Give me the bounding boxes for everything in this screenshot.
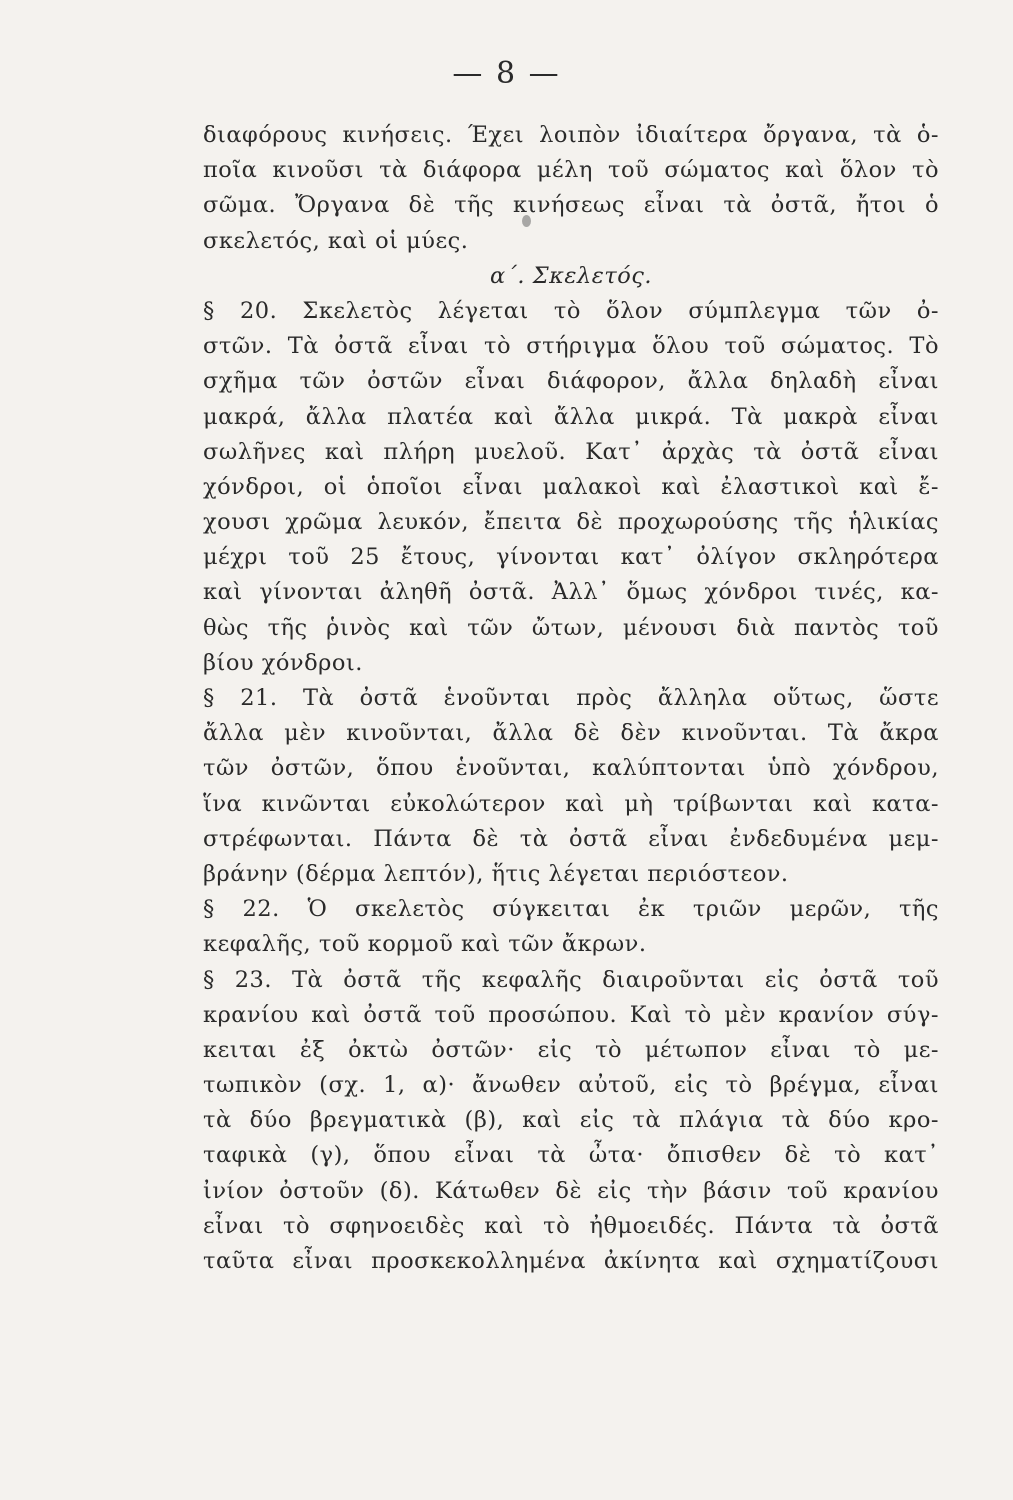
text-line: σχῆμα τῶν ὀστῶν εἶναι διάφορον, ἄλλα δηλαδὴ εἶναι <box>203 368 939 395</box>
text-line: ταφικὰ (γ), ὅπου εἶναι τὰ ὦτα· ὄπισθεν δὲ τὸ κατ᾽ <box>203 1142 939 1169</box>
text-line: § 23. Τὰ ὀστᾶ τῆς κεφαλῆς διαιροῦνται εἰς ὀστᾶ τοῦ <box>203 966 939 993</box>
body-text <box>203 118 939 1279</box>
page-number: — 8 — <box>452 56 561 91</box>
text-line: τωπικὸν (σχ. 1, α)· ἄνωθεν αὐτοῦ, εἰς τὸ βρέγμα, εἶναι <box>203 1072 939 1099</box>
text-line: ποῖα κινοῦσι τὰ διάφορα μέλη τοῦ σώματος καὶ ὅλον τὸ <box>203 157 939 184</box>
text-line: κεφαλῆς, τοῦ κορμοῦ καὶ τῶν ἄκρων. <box>203 931 647 958</box>
text-line: βράνην (δέρμα λεπτόν), ἥτις λέγεται περιόστεον. <box>203 860 789 887</box>
text-line: ἰνίον ὀστοῦν (δ). Κάτωθεν δὲ εἰς τὴν βάσιν τοῦ κρανίου <box>203 1177 939 1204</box>
text-line: βίου χόνδροι. <box>203 649 363 676</box>
text-line: καὶ γίνονται ἀληθῆ ὀστᾶ. Ἀλλ᾽ ὅμως χόνδροι τινές, κα- <box>203 579 939 606</box>
text-line: § 22. Ὁ σκελετὸς σύγκειται ἐκ τριῶν μερῶν, τῆς <box>203 896 939 923</box>
section-heading: α΄. Σκελετός. <box>489 262 653 289</box>
text-line: κρανίου καὶ ὀστᾶ τοῦ προσώπου. Καὶ τὸ μὲν κρανίον σύγ- <box>203 1001 939 1028</box>
text-line: § 20. Σκελετὸς λέγεται τὸ ὅλον σύμπλεγμα τῶν ὀ- <box>203 297 939 324</box>
text-line: χόνδροι, οἱ ὁποῖοι εἶναι μαλακοὶ καὶ ἐλαστικοὶ καὶ ἔ- <box>203 473 939 500</box>
text-line: σκελετός, καὶ οἱ μύες. <box>203 227 469 254</box>
text-line: στρέφωνται. Πάντα δὲ τὰ ὀστᾶ εἶναι ἐνδεδυμένα μεμ- <box>203 825 939 852</box>
text-line: μέχρι τοῦ 25 ἔτους, γίνονται κατ᾽ ὀλίγον σκληρότερα <box>203 544 939 571</box>
text-line: θὼς τῆς ῥινὸς καὶ τῶν ὤτων, μένουσι διὰ παντὸς τοῦ <box>203 614 939 641</box>
text-line: στῶν. Τὰ ὀστᾶ εἶναι τὸ στήριγμα ὅλου τοῦ σώματος. Τὸ <box>203 333 939 360</box>
text-line: εἶναι τὸ σφηνοειδὲς καὶ τὸ ἠθμοειδές. Πάντα τὰ ὀστᾶ <box>203 1212 939 1239</box>
text-line: ἵνα κινῶνται εὐκολώτερον καὶ μὴ τρίβωνται καὶ κατα- <box>203 790 939 817</box>
text-line: χουσι χρῶμα λευκόν, ἔπειτα δὲ προχωρούσης τῆς ἡλικίας <box>203 509 939 536</box>
text-line: σῶμα. Ὄργανα δὲ τῆς κινήσεως εἶναι τὰ ὀστᾶ, ἤτοι ὁ <box>203 192 939 219</box>
text-line: μακρά, ἄλλα πλατέα καὶ ἄλλα μικρά. Τὰ μακρὰ εἶναι <box>203 403 939 430</box>
text-line: τὰ δύο βρεγματικὰ (β), καὶ εἰς τὰ πλάγια τὰ δύο κρο- <box>203 1107 939 1134</box>
text-line: ἄλλα μὲν κινοῦνται, ἄλλα δὲ δὲν κινοῦνται. Τὰ ἄκρα <box>203 720 939 747</box>
text-line: § 21. Τὰ ὀστᾶ ἑνοῦνται πρὸς ἄλληλα οὕτως, ὥστε <box>203 685 939 711</box>
text-line: ταῦτα εἶναι προσκεκολλημένα ἀκίνητα καὶ σχηματίζουσι <box>203 1248 939 1274</box>
text-line: διαφόρους κινήσεις. Έχει λοιπὸν ἰδιαίτερα ὄργανα, τὰ ὁ- <box>203 122 939 148</box>
text-line: σωλῆνες καὶ πλήρη μυελοῦ. Κατ᾽ ἀρχὰς τὰ ὀστᾶ εἶναι <box>203 438 939 465</box>
text-line: τῶν ὀστῶν, ὅπου ἑνοῦνται, καλύπτονται ὑπὸ χόνδρου, <box>203 755 939 782</box>
text-line: κειται ἐξ ὀκτὼ ὀστῶν· εἰς τὸ μέτωπον εἶναι τὸ με- <box>203 1036 939 1063</box>
